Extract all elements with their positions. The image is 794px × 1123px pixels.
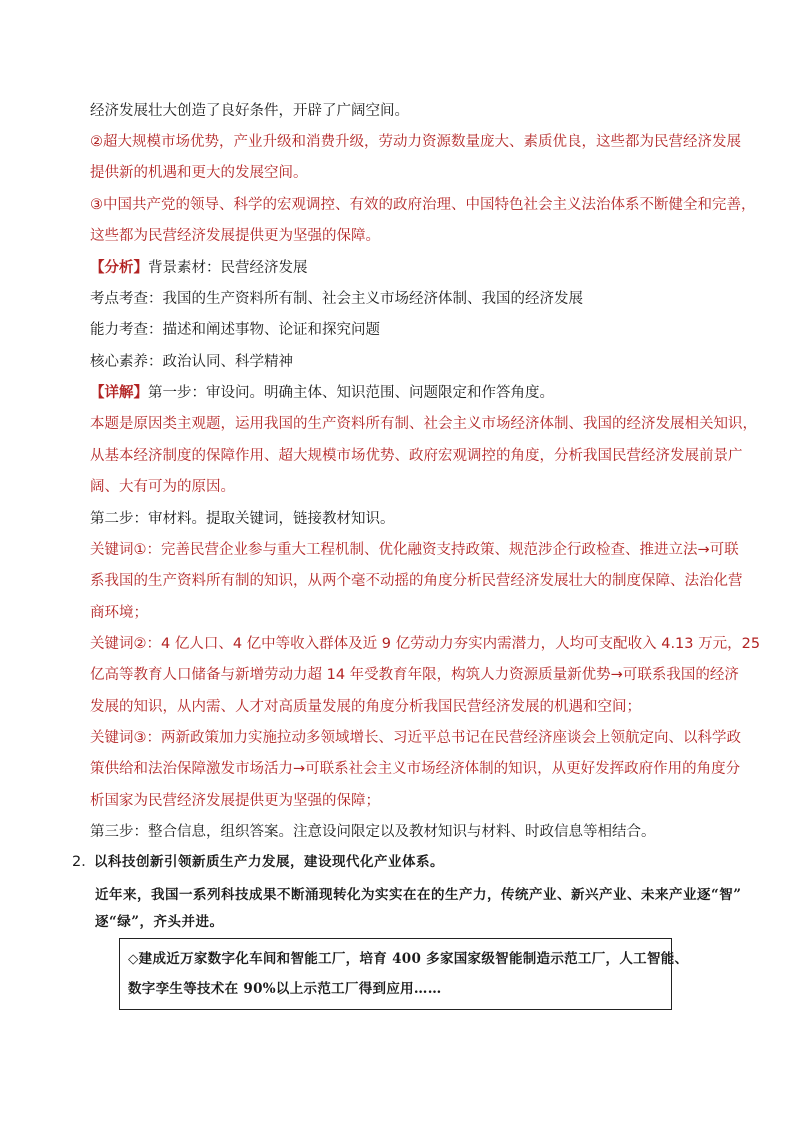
answer-line-1: 经济发展壮大创造了良好条件，开辟了广阔空间。 xyxy=(90,103,409,119)
keyword3-b: 策供给和法治保障激发市场活力→可联系社会主义市场经济体制的知识，从更好发挥政府作用的角度分 xyxy=(90,761,741,777)
analysis-background: 背景素材：民营经济发展 xyxy=(148,260,308,276)
detail-step3: 第三步：整合信息，组织答案。注意设问限定以及教材知识与材料、时政信息等相结合。 xyxy=(90,824,656,840)
detail-p3: 阔、大有可为的原因。 xyxy=(90,479,235,495)
question-title: 以科技创新引领新质生产力发展，建设现代化产业体系。 xyxy=(94,854,444,870)
keyword2-b: 亿高等教育人口储备与新增劳动力超 14 年受教育年限，构筑人力资源质量新优势→可联系我国的经济 xyxy=(90,667,739,683)
keyword3-a: 关键词③：两新政策加力实施拉动多领域增长、习近平总书记在民营经济座谈会上领航定向、以科学政 xyxy=(90,730,741,746)
answer-line-2: ②超大规模市场优势，产业升级和消费升级，劳动力资源数量庞大、素质优良，这些都为民营经济发展 xyxy=(90,134,741,150)
detail-line xyxy=(90,383,730,403)
detail-p1: 本题是原因类主观题，运用我国的生产资料所有制、社会主义市场经济体制、我国的经济发展相关知识， xyxy=(90,416,757,432)
material-box-line-2: 数字孪生等技术在 90%以上示范工厂得到应用…… xyxy=(128,981,442,997)
keyword1-c: 商环境； xyxy=(90,605,148,621)
answer-line-3: 提供新的机遇和更大的发展空间。 xyxy=(90,165,308,181)
material-box xyxy=(119,938,689,1010)
detail-step1: 第一步：审设问。明确主体、知识范围、问题限定和作答角度。 xyxy=(148,385,554,401)
detail-p2: 从基本经济制度的保障作用、超大规模市场优势、政府宏观调控的角度，分析我国民营经济发展前景广 xyxy=(90,448,743,464)
analysis-knowledge: 考点考查：我国的生产资料所有制、社会主义市场经济体制、我国的经济发展 xyxy=(90,291,583,307)
question-number: 2． xyxy=(72,854,96,870)
keyword3-c: 析国家为民营经济发展提供更为坚强的保障； xyxy=(90,793,380,809)
analysis-literacy: 核心素养：政治认同、科学精神 xyxy=(90,354,293,370)
keyword1-b: 系我国的生产资料所有制的知识，从两个毫不动摇的角度分析民营经济发展壮大的制度保障、法治化营 xyxy=(90,573,743,589)
analysis-ability: 能力考查：描述和阐述事物、论证和探究问题 xyxy=(90,322,380,338)
detail-tag: 【详解】 xyxy=(90,385,148,401)
keyword2-c: 发展的知识，从内需、人才对高质量发展的角度分析我国民营经济发展的机遇和空间； xyxy=(90,699,641,715)
detail-step2: 第二步：审材料。提取关键词，链接教材知识。 xyxy=(90,511,395,527)
material-box-line-1: ◇建成近万家数字化车间和智能工厂，培育 400 多家国家级智能制造示范工厂，人工智能、 xyxy=(128,951,689,967)
keyword1-a: 关键词①：完善民营企业参与重大工程机制、优化融资支持政策、规范涉企行政检查、推进立法→可联 xyxy=(90,542,739,558)
material-line-1: 近年来，我国一系列科技成果不断涌现转化为实实在在的生产力，传统产业、新兴产业、未来产业逐“智” xyxy=(95,887,742,903)
analysis-line xyxy=(90,258,730,278)
analysis-tag: 【分析】 xyxy=(90,260,148,276)
answer-line-4: ③中国共产党的领导、科学的宏观调控、有效的政府治理、中国特色社会主义法治体系不断健全和完善， xyxy=(90,197,756,213)
material-line-2: 逐“绿”，齐头并进。 xyxy=(95,914,224,930)
keyword2-a: 关键词②：4 亿人口、4 亿中等收入群体及近 9 亿劳动力夯实内需潜力，人均可支配收入 4.13 万元，25 xyxy=(90,636,761,652)
answer-line-5: 这些都为民营经济发展提供更为坚强的保障。 xyxy=(90,228,380,244)
